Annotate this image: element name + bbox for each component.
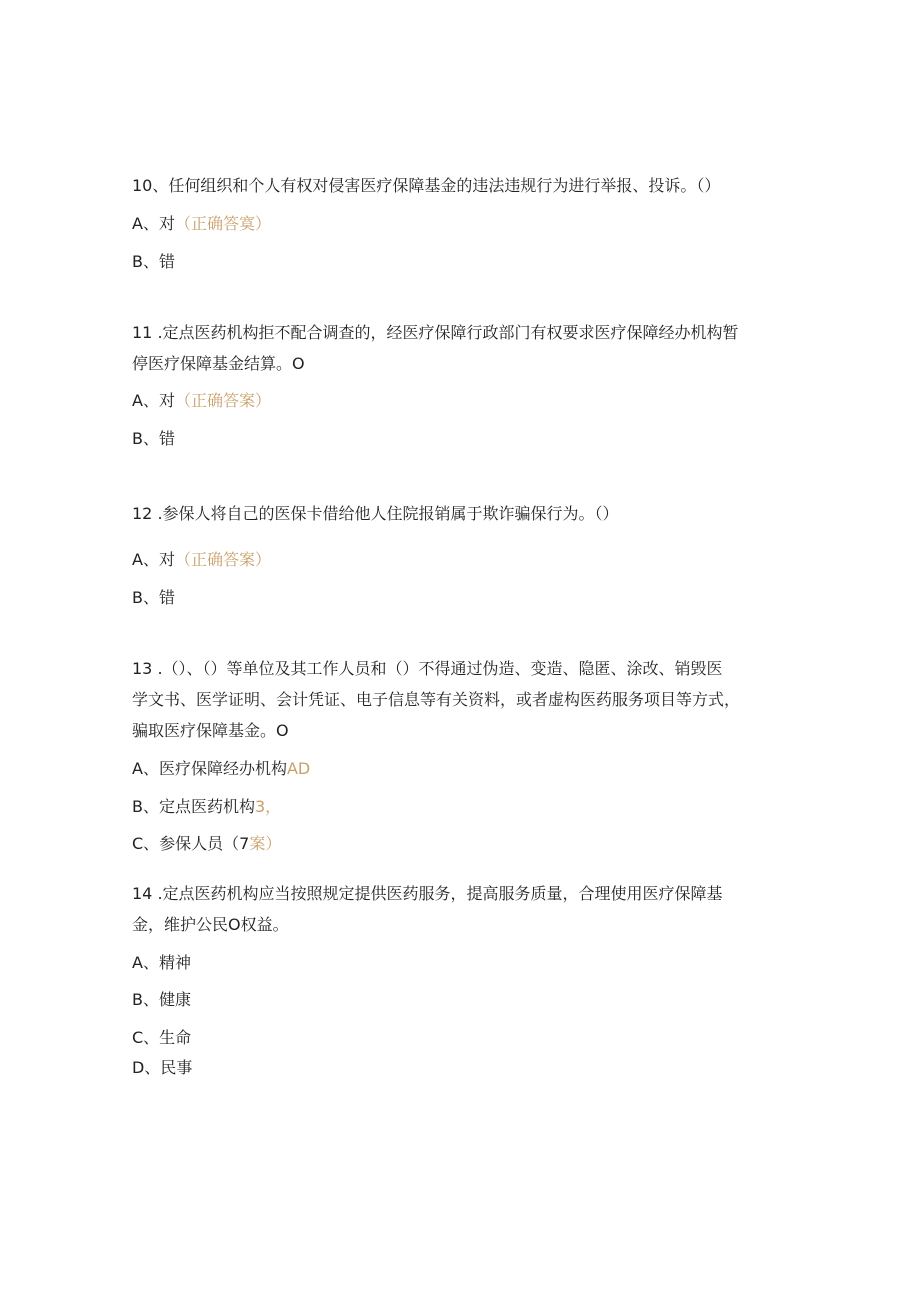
question-13-option-a: A、医疗保障经办机构AD bbox=[132, 759, 311, 778]
question-10-option-a: A、对（正确答寞） bbox=[132, 214, 271, 233]
answer-mark: 3， bbox=[254, 797, 282, 816]
question-13-text-line-2: 学文书、医学证明、会计凭证、电子信息等有关资料，或者虚构医药服务项目等方式， bbox=[132, 690, 741, 709]
question-10-option-b: B、错 bbox=[132, 252, 175, 271]
question-11-option-a: A、对（正确答案） bbox=[132, 391, 271, 410]
question-14-text-line-1: 14 .定点医药机构应当按照规定提供医药服务，提高服务质量，合理使用医疗保障基 bbox=[132, 884, 723, 903]
question-11-option-b: B、错 bbox=[132, 429, 175, 448]
question-14-option-a: A、精神 bbox=[132, 953, 191, 972]
question-12-text: 12 .参保人将自己的医保卡借给他人住院报销属于欺诈骗保行为。（） bbox=[132, 504, 619, 523]
answer-mark: AD bbox=[286, 759, 311, 778]
question-13-option-b: B、定点医药机构3， bbox=[132, 797, 282, 816]
answer-mark: （正确答案） bbox=[174, 391, 271, 410]
question-12-option-b: B、错 bbox=[132, 588, 175, 607]
question-13-text-line-1: 13 .（）、（）等单位及其工作人员和（）不得通过伪造、变造、隐匿、涂改、销毁医 bbox=[132, 659, 723, 678]
question-10-text: 10、任何组织和个人有权对侵害医疗保障基金的违法违规行为进行举报、投诉。（） bbox=[132, 176, 721, 195]
question-14-option-d: D、民事 bbox=[132, 1058, 193, 1077]
question-13-text-line-3: 骗取医疗保障基金。O bbox=[132, 721, 289, 740]
answer-mark: 案） bbox=[249, 834, 282, 853]
answer-mark: （正确答寞） bbox=[174, 214, 271, 233]
question-14-option-c: C、生命 bbox=[132, 1028, 192, 1047]
question-12-option-a: A、对（正确答案） bbox=[132, 550, 271, 569]
question-13-option-c: C、参保人员（7案） bbox=[132, 834, 282, 853]
question-11-text-line-2: 停医疗保障基金结算。O bbox=[132, 354, 305, 373]
question-14-text-line-2: 金，维护公民O权益。 bbox=[132, 915, 289, 934]
question-14-option-b: B、健康 bbox=[132, 990, 191, 1009]
question-11-text-line-1: 11 .定点医药机构拒不配合调查的，经医疗保障行政部门有权要求医疗保障经办机构暂 bbox=[132, 323, 739, 342]
answer-mark: （正确答案） bbox=[174, 550, 271, 569]
